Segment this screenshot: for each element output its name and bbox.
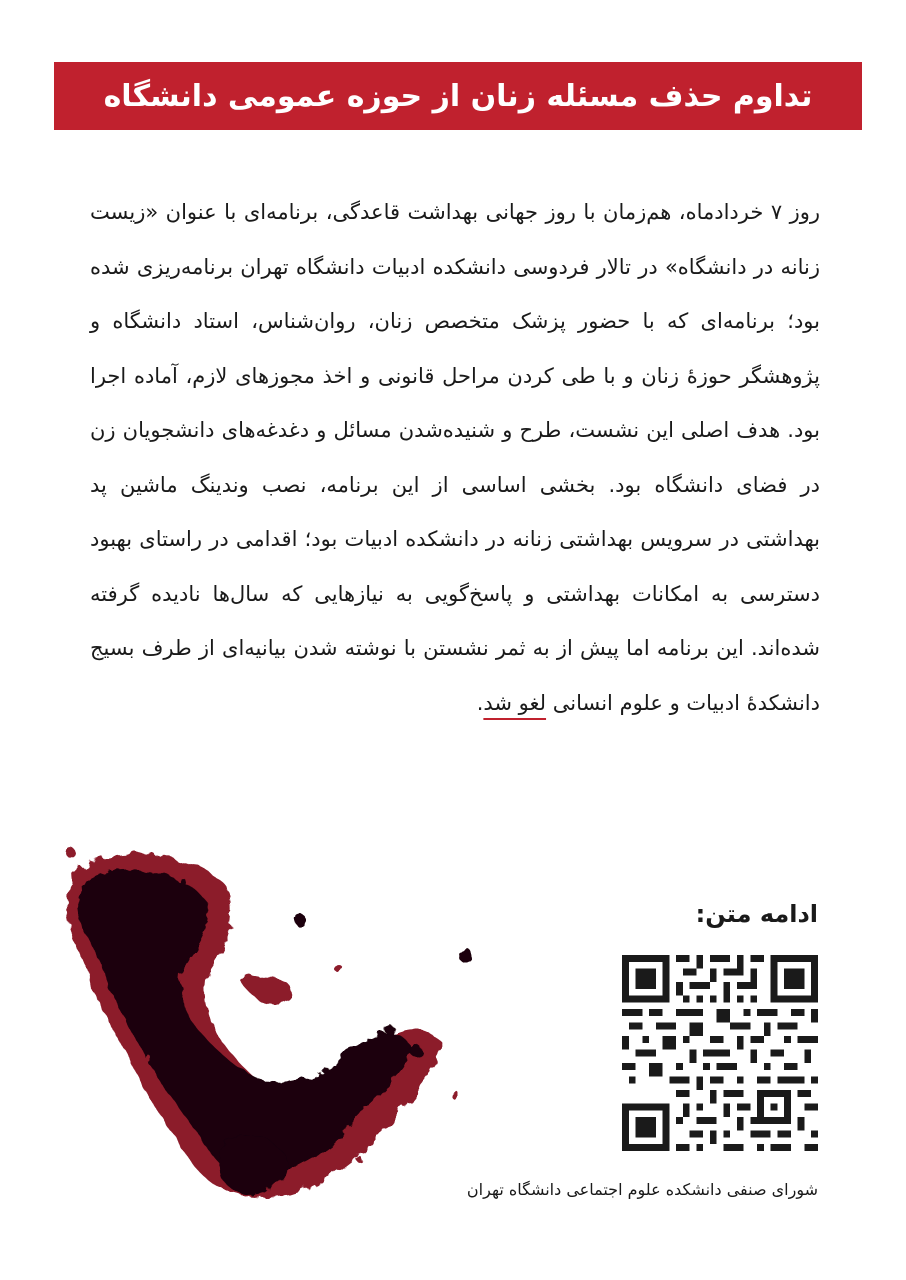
article-body-end: .: [476, 690, 484, 715]
stain-speck-4: [336, 966, 344, 974]
stain-speck-7: [409, 1044, 421, 1056]
stain-speck-6: [458, 948, 472, 962]
page-title: تداوم حذف مسئله زنان از حوزه عمومی دانشگاه: [103, 78, 813, 114]
stain-red-streak: [240, 976, 292, 1005]
blood-stain-illustration: [40, 830, 510, 1210]
stain-speck-9: [357, 1157, 363, 1163]
stain-speck-2: [176, 876, 184, 884]
qr-alignment: [757, 1090, 791, 1124]
title-banner: [54, 62, 862, 130]
continue-reading-label: ادامه متن:: [695, 900, 818, 928]
footer-credit: شورای صنفی دانشکده علوم اجتماعی دانشگاه تهران: [466, 1180, 818, 1199]
stain-speck-10: [147, 1057, 153, 1063]
article-body: [90, 185, 820, 730]
stain-speck-5: [385, 1025, 395, 1035]
article-body-main: روز ۷ خردادماه، هم‌زمان با روز جهانی بهداشت قاعدگی، برنامه‌ای با عنوان «زیست زنانه در دانشگاه» در تالار فردوسی دانشکده ادبیات دانشگاه تهران برنامه‌ریزی شده بود؛ برنامه‌ای که با حضور پزشک متخصص زنان، روان‌شناس، استاد دانشگاه و پژوهشگر حوزهٔ زنان و با طی کردن مراحل قانونی و اخذ مجوزهای لازم، آماده اجرا بود. هدف اصلی این نشست، طرح و شنیده‌شدن مسائل و دغدغه‌های دانشجویان زن در فضای دانشگاه بود. بخشی اساسی از این برنامه، نصب وندینگ ماشین پد بهداشتی در سرویس بهداشتی زنانه در دانشکده ادبیات بود؛ اقدامی در راستای بهبود دسترسی به امکانات بهداشتی و پاسخ‌گویی به نیازهایی که سال‌ها نادیده گرفته شده‌اند. این برنامه اما پیش از به ثمر نشستن با نوشته شدن بیانیه‌ای از طرف بسیج دانشکدهٔ ادبیات و علوم انسانی: [90, 200, 820, 715]
article-body-emphasis: لغو شد: [483, 690, 547, 715]
stain-speck-1: [65, 847, 75, 857]
stain-speck-3: [294, 914, 306, 926]
qr-code[interactable]: [622, 955, 818, 1151]
stain-speck-8: [451, 1091, 459, 1099]
